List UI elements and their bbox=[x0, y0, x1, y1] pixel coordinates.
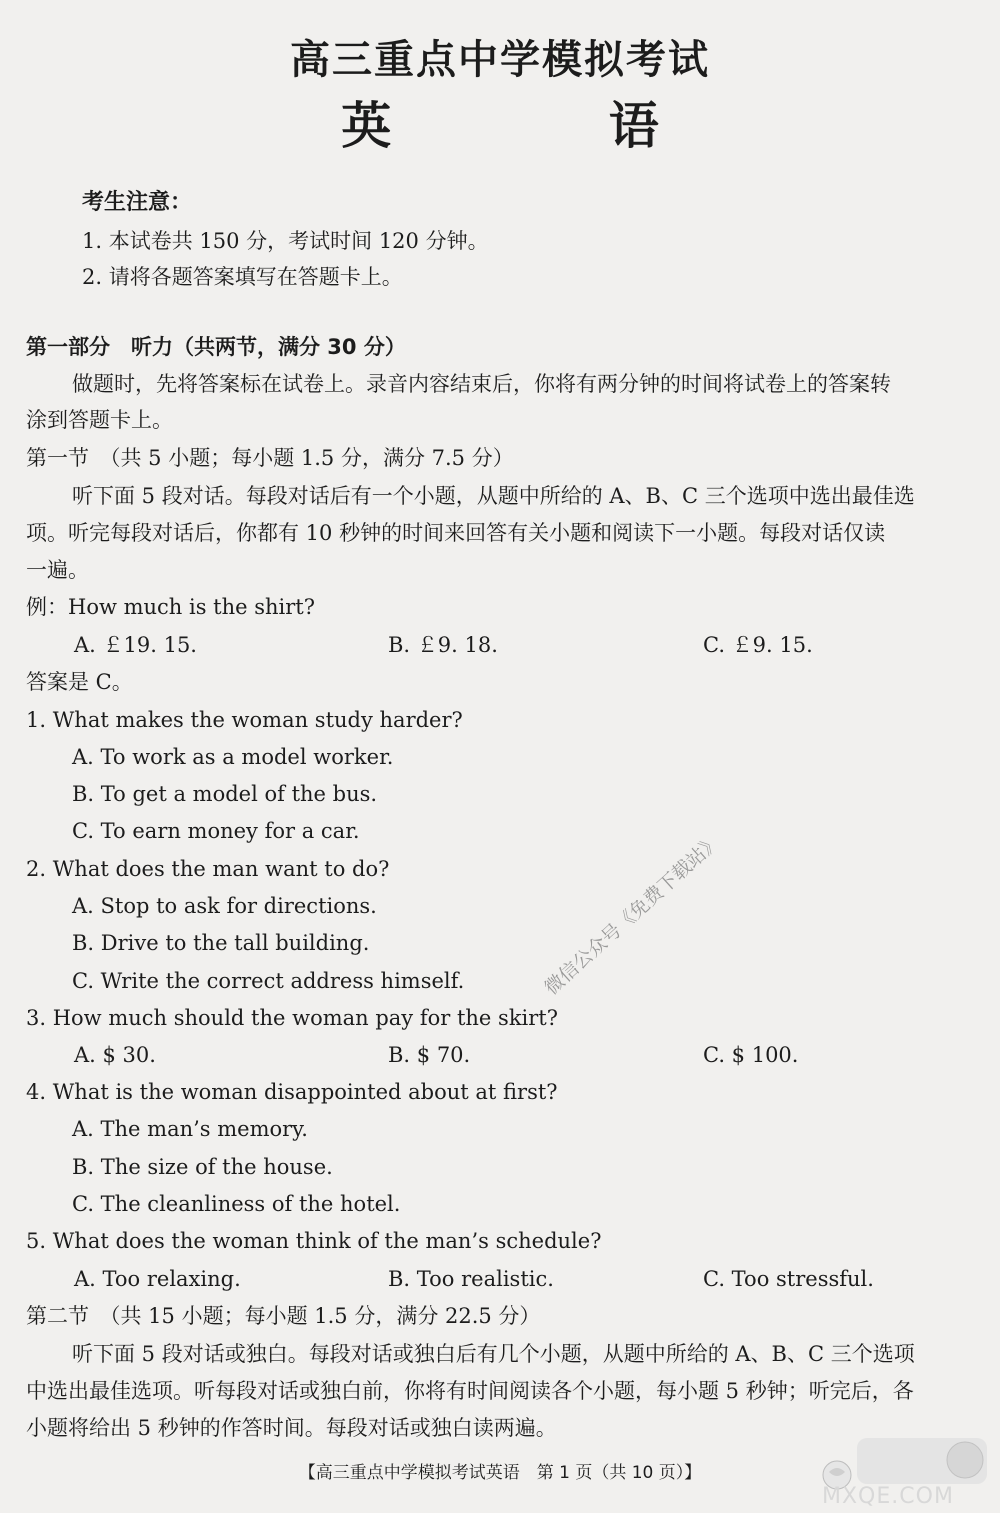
section2-instruction: 听下面 5 段对话或独白。每段对话或独白后有几个小题，从题中所给的 A、B、C 三个选项 bbox=[72, 1342, 915, 1366]
notice-item: 1. 本试卷共 150 分，考试时间 120 分钟。 bbox=[82, 229, 489, 253]
question-5-option-a: A. Too relaxing. bbox=[74, 1267, 241, 1291]
question-2: 2. What does the man want to do? bbox=[26, 857, 390, 881]
exam-title: 高三重点中学模拟考试 bbox=[290, 37, 710, 83]
question-2-option-b: B. Drive to the tall building. bbox=[72, 931, 370, 955]
example-option-c: C. ￡9. 15. bbox=[703, 633, 813, 657]
question-3: 3. How much should the woman pay for the skirt? bbox=[26, 1006, 558, 1030]
notice-item: 2. 请将各题答案填写在答题卡上。 bbox=[82, 265, 403, 289]
question-1-option-b: B. To get a model of the bus. bbox=[72, 782, 378, 806]
question-4-option-a: A. The man’s memory. bbox=[72, 1117, 308, 1141]
question-1-option-c: C. To earn money for a car. bbox=[72, 819, 360, 843]
question-5-option-b: B. Too realistic. bbox=[388, 1267, 554, 1291]
section1-instruction: 一遍。 bbox=[26, 558, 89, 582]
watermark-text: 微信公众号《免费下载站》 bbox=[540, 830, 725, 1000]
question-3-option-b: B. $ 70. bbox=[388, 1043, 471, 1067]
question-4-option-b: B. The size of the house. bbox=[72, 1155, 333, 1179]
question-1-option-a: A. To work as a model worker. bbox=[72, 745, 394, 769]
section1-instruction: 项。听完每段对话后，你都有 10 秒钟的时间来回答有关小题和阅读下一小题。每段对话仅读 bbox=[26, 521, 886, 545]
question-5: 5. What does the woman think of the man’s schedule? bbox=[26, 1229, 602, 1253]
question-4-option-c: C. The cleanliness of the hotel. bbox=[72, 1192, 401, 1216]
section2-instruction: 小题将给出 5 秒钟的作答时间。每段对话或独白读两遍。 bbox=[26, 1416, 557, 1440]
section1-heading: 第一节 （共 5 小题；每小题 1.5 分，满分 7.5 分） bbox=[26, 446, 514, 470]
part1-instruction: 做题时，先将答案标在试卷上。录音内容结束后，你将有两分钟的时间将试卷上的答案转 bbox=[72, 372, 891, 396]
question-2-option-a: A. Stop to ask for directions. bbox=[72, 894, 377, 918]
page-footer: 【高三重点中学模拟考试英语 第 1 页（共 10 页）】 bbox=[298, 1463, 702, 1483]
question-3-option-c: C. $ 100. bbox=[703, 1043, 799, 1067]
question-4: 4. What is the woman disappointed about at first? bbox=[26, 1080, 558, 1104]
example-question: 例：How much is the shirt? bbox=[26, 595, 315, 619]
part1-instruction: 涂到答题卡上。 bbox=[26, 408, 173, 432]
subject-title: 英 语 bbox=[341, 97, 759, 155]
question-3-option-a: A. $ 30. bbox=[74, 1043, 156, 1067]
section2-heading: 第二节 （共 15 小题；每小题 1.5 分，满分 22.5 分） bbox=[26, 1304, 541, 1328]
section1-instruction: 听下面 5 段对话。每段对话后有一个小题，从题中所给的 A、B、C 三个选项中选出最佳选 bbox=[72, 484, 915, 508]
site-logo-text: MXQE.COM bbox=[822, 1484, 954, 1509]
example-option-a: A. ￡19. 15. bbox=[74, 633, 197, 657]
question-1: 1. What makes the woman study harder? bbox=[26, 708, 463, 732]
part1-heading: 第一部分 听力（共两节，满分 30 分） bbox=[26, 335, 406, 359]
section2-instruction: 中选出最佳选项。听每段对话或独白前，你将有时间阅读各个小题，每小题 5 秒钟；听完后，各 bbox=[26, 1379, 914, 1403]
example-answer: 答案是 C。 bbox=[26, 670, 133, 694]
example-option-b: B. ￡9. 18. bbox=[388, 633, 498, 657]
notice-heading: 考生注意： bbox=[82, 190, 193, 215]
question-2-option-c: C. Write the correct address himself. bbox=[72, 969, 465, 993]
question-5-option-c: C. Too stressful. bbox=[703, 1267, 874, 1291]
